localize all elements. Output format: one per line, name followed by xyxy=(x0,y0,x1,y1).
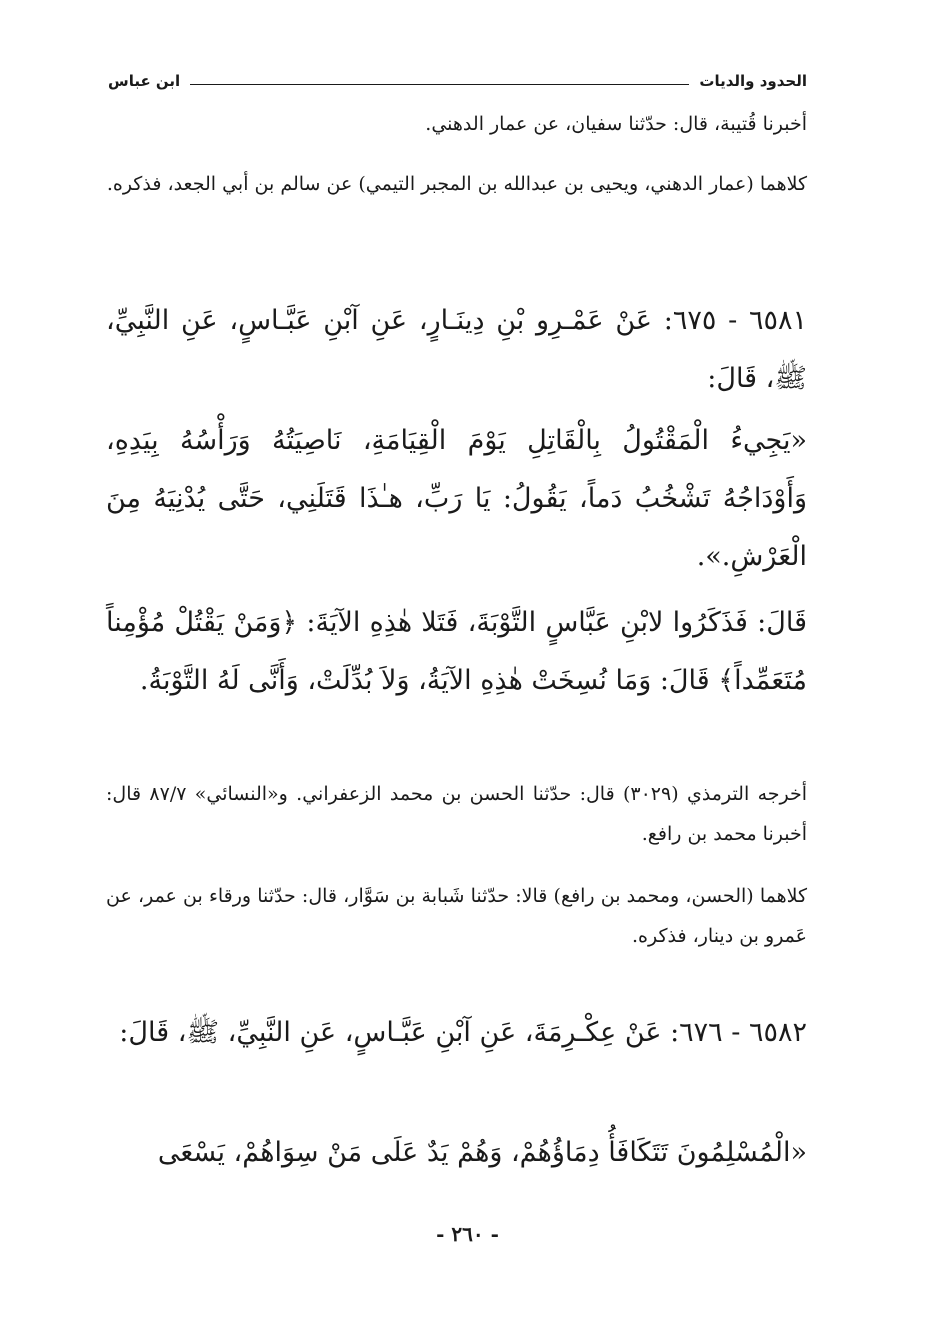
takhrij-6581: أخرجه الترمذي (٣٠٢٩) قال: حدّثنا الحسن بن محمد الزعفراني. و«النسائي» ٨٧/٧ قال: أخبرنا محمد بن رافع. xyxy=(106,783,808,845)
hadith-6581-isnad: ٦٥٨١ - ٦٧٥: عَنْ عَمْـرِو بْنِ دِينَـارٍ، عَنِ آبْنِ عَبَّـاسٍ، عَنِ النَّبِيِّ، ﷺ، قَالَ: xyxy=(106,305,807,394)
header-rule xyxy=(190,84,689,85)
hadith-6582-matn: «الْمُسْلِمُونَ تَتَكَافَأُ دِمَاؤُهُمْ، وَهُمْ يَدٌ عَلَى مَنْ سِوَاهُمْ، يَسْعَى xyxy=(157,1137,807,1168)
page-number: - ٢٦٠ - xyxy=(436,1222,499,1246)
chain-summary-2: كلاهما (الحسن، ومحمد بن رافع) قالا: حدّثنا شَبابة بن سَوَّار، قال: حدّثنا ورقاء بن عمر، عن عَمرو بن دينار، فذكره. xyxy=(106,885,807,947)
header-chapter-title: الحدود والديات xyxy=(699,72,807,90)
hadith-6581-comment: قَالَ: فَذَكَرُوا لابْنِ عَبَّاسٍ التَّوْبَةَ، فَتَلا هٰذِهِ الآيَةَ: ﴿وَمَنْ يَقْتُلْ مُؤْمِناً مُتَعَمِّداً﴾ قَالَ: وَمَا نُسِخَتْ هٰذِهِ الآيَةُ، وَلاَ بُدِّلَتْ، وَأَنَّى لَهُ التَّوْبَةُ. xyxy=(106,607,807,696)
header-section-title: ابن عباس xyxy=(108,72,181,90)
chain-line-qutayba: أخبرنا قُتيبة، قال: حدّثنا سفيان، عن عمار الدهني. xyxy=(425,113,807,135)
running-header xyxy=(108,64,807,90)
chain-summary-1: كلاهما (عمار الدهني، ويحيى بن عبدالله بن المجبر التيمي) عن سالم بن أبي الجعد، فذكره. xyxy=(106,173,807,195)
hadith-6581-matn: «يَجِيءُ الْمَقْتُولُ بِالْقَاتِلِ يَوْمَ الْقِيَامَةِ، نَاصِيَتُهُ وَرَأْسُهُ بِيَدِهِ، وَأَوْدَاجُهُ تَشْخُبُ دَماً، يَقُولُ: يَا رَبِّ، هـٰذَا قَتَلَنِي، حَتَّى يُدْنِيَهُ مِنَ الْعَرْشِ.». xyxy=(106,425,807,572)
hadith-6582-isnad: ٦٥٨٢ - ٦٧٦: عَنْ عِكْـرِمَةَ، عَنِ آبْنِ عَبَّـاسٍ، عَنِ النَّبِيِّ، ﷺ، قَالَ: xyxy=(119,1017,807,1048)
